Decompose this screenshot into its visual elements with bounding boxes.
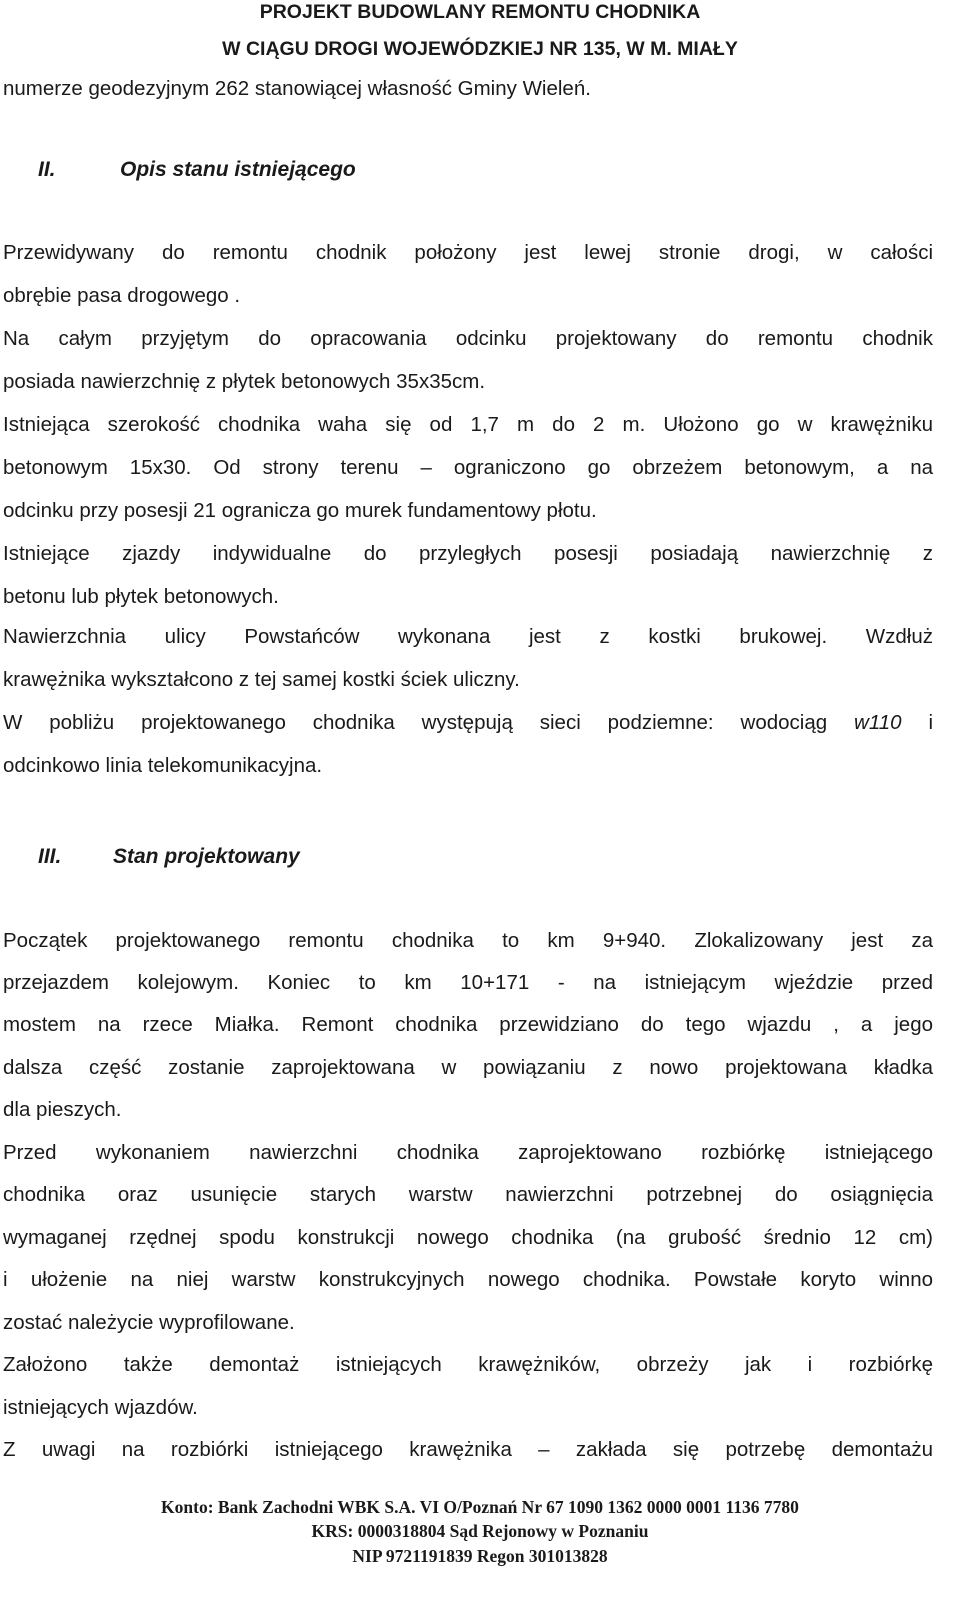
section-3-number: III. [38, 845, 62, 868]
section-2-line-10: Nawierzchnia ulicy Powstańców wykonana jest z kostki brukowej. Wzdłuż [3, 625, 933, 648]
section-2-title: Opis stanu istniejącego [120, 158, 356, 181]
section-2-line-12 [3, 710, 933, 736]
section-3-line-3: mostem na rzece Miałka. Remont chodnika przewidziano do tego wjazdu , a jego [3, 1013, 933, 1036]
section-2-line-5: Istniejąca szerokość chodnika waha się od 1,7 m do 2 m. Ułożono go w krawężniku [3, 413, 933, 436]
section-3-line-1: Początek projektowanego remontu chodnika to km 9+940. Zlokalizowany jest za [3, 929, 933, 952]
section-3-line-2: przejazdem kolejowym. Koniec to km 10+171 - na istniejącym wjeździe przed [3, 971, 933, 994]
header-line-2: W CIĄGU DROGI WOJEWÓDZKIEJ NR 135, W M. MIAŁY [222, 38, 738, 60]
section-3-line-10: zostać należycie wyprofilowane. [3, 1311, 295, 1334]
section-3-line-13: Z uwagi na rozbiórki istniejącego krawężnika – zakłada się potrzebę demontażu [3, 1438, 933, 1461]
footer-krs: KRS: 0000318804 Sąd Rejonowy w Poznaniu [311, 1521, 649, 1541]
section-3-line-5: dla pieszych. [3, 1098, 122, 1121]
section-3-title: Stan projektowany [113, 845, 300, 868]
section-3-line-7: chodnika oraz usunięcie starych warstw nawierzchni potrzebnej do osiągnięcia [3, 1183, 933, 1206]
section-3-line-12: istniejących wjazdów. [3, 1396, 198, 1419]
section-2-line-3: Na całym przyjętym do opracowania odcinku projektowany do remontu chodnik [3, 327, 933, 350]
section-2-line-6: betonowym 15x30. Od strony terenu – ograniczono go obrzeżem betonowym, a na [3, 456, 933, 479]
section-2-line-4: posiada nawierzchnię z płytek betonowych 35x35cm. [3, 370, 486, 393]
intro-line: numerze geodezyjnym 262 stanowiącej własność Gminy Wieleń. [3, 77, 591, 100]
header-line-1: PROJEKT BUDOWLANY REMONTU CHODNIKA [259, 1, 701, 23]
section-3-line-4: dalsza część zostanie zaprojektowana w powiązaniu z nowo projektowana kładka [3, 1056, 933, 1079]
pipe-after: i [928, 711, 934, 734]
section-2-line-12-text: W pobliżu projektowanego chodnika występują sieci podziemne: wodociąg [3, 711, 828, 734]
section-3-line-8: wymaganej rzędnej spodu konstrukcji nowego chodnika (na grubość średnio 12 cm) [3, 1226, 933, 1249]
pipe-code: w110 [854, 711, 902, 734]
section-2-line-9: betonu lub płytek betonowych. [3, 585, 279, 608]
section-2-line-7: odcinku przy posesji 21 ogranicza go murek fundamentowy płotu. [3, 499, 597, 522]
section-3-line-9: i ułożenie na niej warstw konstrukcyjnych nowego chodnika. Powstałe koryto winno [3, 1268, 933, 1291]
section-3-line-6: Przed wykonaniem nawierzchni chodnika zaprojektowano rozbiórkę istniejącego [3, 1141, 933, 1164]
footer-nip-regon: NIP 9721191839 Regon 301013828 [352, 1546, 608, 1566]
footer-bank-account: Konto: Bank Zachodni WBK S.A. VI O/Poznań Nr 67 1090 1362 0000 0001 1136 7780 [161, 1497, 799, 1517]
section-2-line-13: odcinkowo linia telekomunikacyjna. [3, 754, 323, 777]
section-2-line-2: obrębie pasa drogowego . [3, 284, 241, 307]
section-2-number: II. [38, 158, 56, 181]
section-3-line-11: Założono także demontaż istniejących krawężników, obrzeży jak i rozbiórkę [3, 1353, 933, 1376]
section-2-line-11: krawężnika wykształcono z tej samej kostki ściek uliczny. [3, 668, 520, 691]
section-2-line-8: Istniejące zjazdy indywidualne do przyległych posesji posiadają nawierzchnię z [3, 542, 933, 565]
section-2-line-1: Przewidywany do remontu chodnik położony jest lewej stronie drogi, w całości [3, 241, 933, 264]
